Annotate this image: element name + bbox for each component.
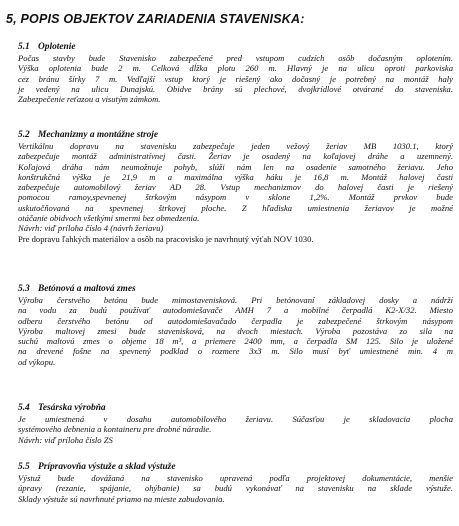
section-title: Prípravovňa výstuže a sklad výstuže [38,462,176,472]
paragraph-line: od výkopu. [18,356,56,367]
paragraph-line: Návrh: viď príloha číslo 4 (návrh žeriavu) [18,223,164,234]
section-number: 5.1 [18,42,30,52]
paragraph-line: úpravy (rezanie, spájanie, ohýbanie) sa budú vykonávať na stavenisku na sklade výstuže. [18,483,453,494]
paragraph-line: uskutočňovaná na spevnenej štrkovej ploche. Z hľadiska umiestnenia žeriavov je možné [18,202,453,213]
section-heading [18,42,453,53]
paragraph-line: Je umiestnená v dosahu automobilového žeriavu. Súčasťou je skladovacia plocha [18,414,453,424]
paragraph-line: Vertikálnu dopravu na stavenisku zabezpečuje jeden vežový žeriav MB 1030.1, ktorý [18,141,453,151]
paragraph-line: Výroba čerstvého betónu bude mimostavenisková. Pri betónovaní základovej dosky a nádrží [18,295,453,305]
section-pripravovna-vystuze [6,462,453,504]
section-title: Tesárska výrobňa [38,403,106,413]
section-tesarska-vyrobna [6,403,453,445]
document-title: 5, POPIS OBJEKTOV ZARIADENIA STAVENISKA: [6,12,305,26]
paragraph-line: pomocou ramoy,spevnenej štrkovým násypom v sklone 1,2%. Montáž prvkov bude [18,192,453,203]
section-oplotenie [6,42,453,104]
section-heading [18,284,453,295]
section-heading [18,403,453,414]
paragraph-line: Výška oplotenia bude 2 m. Celková dĺžka plotu 260 m. Hlavný je na ulicu oproti parkoviska [18,63,453,74]
paragraph-line: Koľajová dráha nám neumožnuje pohyb, slúži nám len na osadenie samotného žeriavu. Jeho [18,161,453,172]
section-title: Betónová a maltová zmes [38,284,136,294]
paragraph-line: cez bránu šírky 7 m. Vedľajší vstup ktorý je riešený ako dočasný je potrebný na montáž haly [18,73,453,84]
section-number: 5.3 [18,284,30,294]
paragraph-line: Pre dopravu ľahkých materiálov a osôb na pracovisko je navrhnutý výťah NOV 1030. [18,233,314,244]
section-number: 5.2 [18,130,30,140]
paragraph-line: odberu čerstvého betónu od autodomiešavačado čerpadla je zabezpečené štrkovým násypom [18,315,453,326]
paragraph-line: zabezpečuje automobilový žeriav AD 28. Vstup mechanizmov do halovej časti je riešený [18,182,453,193]
section-title: Mechanizmy a montážne stroje [38,130,159,140]
paragraph-line: konštrukčná výška je 21,9 m a maximálna výška háku je 16,8 m. Montáž halovej časti [18,171,453,182]
section-betonova-zmes [6,284,453,367]
paragraph-line: Zabezpečenie reťazou a visutým zámkom. [18,94,161,105]
paragraph-line: Návrh: viď príloha číslo ZS [18,434,113,445]
paragraph-line: Výstuž bude dovážaná na stavenisko upravená podľa projektovej dokumentácie, menšie [18,473,453,483]
section-heading [18,130,453,141]
paragraph-line: Sklady výstuže sú navrhnuté priamo na mieste zabudovania. [18,493,225,504]
paragraph-line: je vedený na ulicu Dunajskú. Obidve brány sú plechové, dvojkrídlové otvárané do staveniska. [18,83,453,94]
paragraph-line: systémového debnenia a kontaineru pre drobné náradie. [18,424,212,435]
paragraph-line: na vodu za budú používať autodomiešavače AMH 7 a mobilné čerpadlá K2-X/32. Miesto [18,305,453,316]
section-mechanizmy [6,130,453,244]
section-heading [18,462,453,473]
section-number: 5.5 [18,462,30,472]
section-title: Oplotenie [38,42,76,52]
paragraph-line: Počas stavby bude Stavenisko zabezpečené pred vstupom cudzích osôb dočasným oplotením. [18,53,453,63]
paragraph-line: suchú maltovú zmes o objeme 18 m³, a priemere 2400 mm, a čerpadla SM 125. Silo je uložené [18,336,453,347]
paragraph-line: Výroba maltovej zmesi bude stavenisková, na dvoch miestach. Výroba pozostáva zo sila na [18,325,453,336]
section-number: 5.4 [18,403,30,413]
paragraph-line: na drevené fošne na spevnený podklad o rozmere 3x3 m. Silo musí byť umiestnené min. 4 m [18,346,453,357]
paragraph-line: zabezpečuje montáž administratívnej časti. Žeriav je osadený na koľajovej dráhe a uzemnený. [18,151,453,162]
paragraph-line: otáčanie obidvoch všetkými smermi bez obmedzenia. [18,213,200,224]
